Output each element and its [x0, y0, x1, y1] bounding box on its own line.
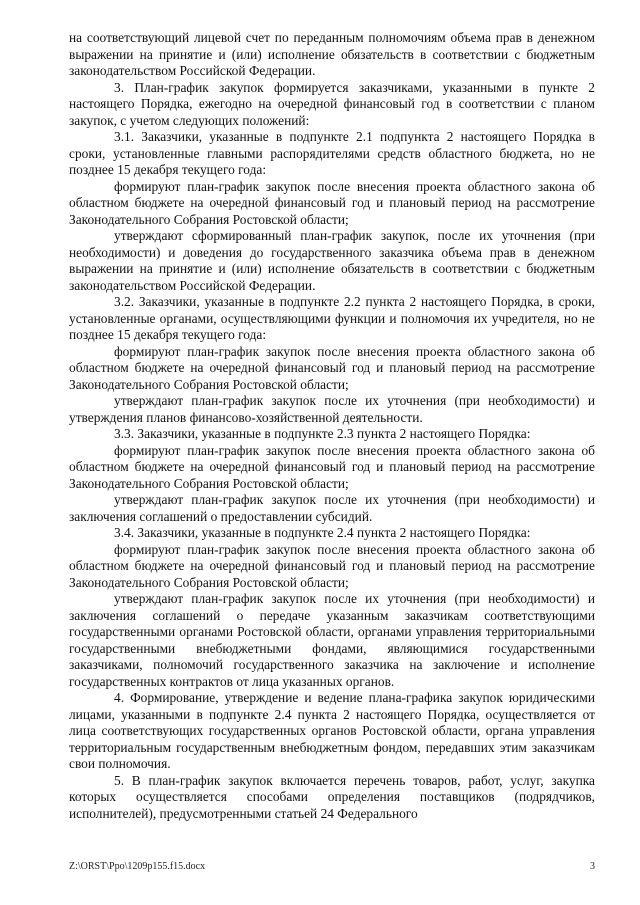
paragraph: 3.4. Заказчики, указанные в подпункте 2.4 пункта 2 настоящего Порядка:: [114, 525, 531, 540]
paragraph: формируют план-график закупок после внесения проекта областного закона об областном бюджете на очередной финансовый год и плановый период на рассмотрение Законодательного Собрания Ростовской области;: [69, 442, 595, 491]
document-body: [69, 30, 595, 822]
page-number: 3: [590, 861, 595, 872]
paragraph: 3.2. Заказчики, указанные в подпункте 2.2 пункта 2 настоящего Порядка, в сроки, установленные органами, осуществляющими функции и полномочия их учредителя, но не позднее 15 декабря текущего года:: [69, 294, 595, 342]
paragraph: 4. Формирование, утверждение и ведение плана-графика закупок юридическими лицами, указанными в подпункте 2.4 пункта 2 настоящего Порядка, осуществляется от лица соответствующих государственных органов Ростовской области, органа управления территориальным государственным внебюджетным фондом, передавших этим заказчикам свои полномочия.: [69, 690, 595, 771]
paragraph: 3.3. Заказчики, указанные в подпункте 2.3 пункта 2 настоящего Порядка:: [114, 426, 531, 441]
paragraph: 3.1. Заказчики, указанные в подпункте 2.1 подпункта 2 настоящего Порядка в сроки, установленные главными распорядителями средств областного бюджета, но не позднее 15 декабря текущего года:: [69, 129, 595, 177]
paragraph: утверждают сформированный план-график закупок, после их уточнения (при необходимости) и доведения до государственного заказчика объема прав в денежном выражении на принятие и (или) исполнение обязательств в соответствии с бюджетным законодательством Российской Федерации.: [69, 228, 595, 293]
paragraph: 5. В план-график закупок включается перечень товаров, работ, услуг, закупка которых осуществляется способами определения поставщиков (подрядчиков, исполнителей), предусмотренными статьей 24 Федерального: [69, 772, 595, 821]
paragraph: формируют план-график закупок после внесения проекта областного закона об областном бюджете на очередной финансовый год и плановый период на рассмотрение Законодательного Собрания Ростовской области;: [69, 178, 595, 227]
paragraph: 3. План-график закупок формируется заказчиками, указанными в пункте 2 настоящего Порядка, ежегодно на очередной финансовый год в соответствии с планом закупок, с учетом следующих положений:: [69, 79, 595, 128]
paragraph: формируют план-график закупок после внесения проекта областного закона об областном бюджете на очередной финансовый год и плановый период на рассмотрение Законодательного Собрания Ростовской области;: [69, 541, 595, 590]
paragraph: утверждают план-график закупок после их уточнения (при необходимости) и заключения соглашений о передаче указанным заказчикам соответствующими государственными органами Ростовской области, органами управления территориальными государственными внебюджетными фондами, являющимися государственными заказчиками, полномочий государственного заказчика на заключение и исполнение государственных контрактов от лица указанных органов.: [69, 591, 595, 689]
paragraph: формируют план-график закупок после внесения проекта областного закона об областном бюджете на очередной финансовый год и плановый период на рассмотрение Законодательного Собрания Ростовской области;: [69, 343, 595, 392]
paragraph: на соответствующий лицевой счет по переданным полномочиям объема прав в денежном выражении на принятие и (или) исполнение обязательств в соответствии с бюджетным законодательством Российской Федерации.: [69, 30, 595, 78]
paragraph: утверждают план-график закупок после их уточнения (при необходимости) и утверждения планов финансово-хозяйственной деятельности.: [69, 393, 595, 425]
footer-file-path: Z:\ORST\Ppo\1209p155.f15.docx: [69, 861, 206, 872]
paragraph: утверждают план-график закупок после их уточнения (при необходимости) и заключения соглашений о предоставлении субсидий.: [69, 492, 595, 524]
